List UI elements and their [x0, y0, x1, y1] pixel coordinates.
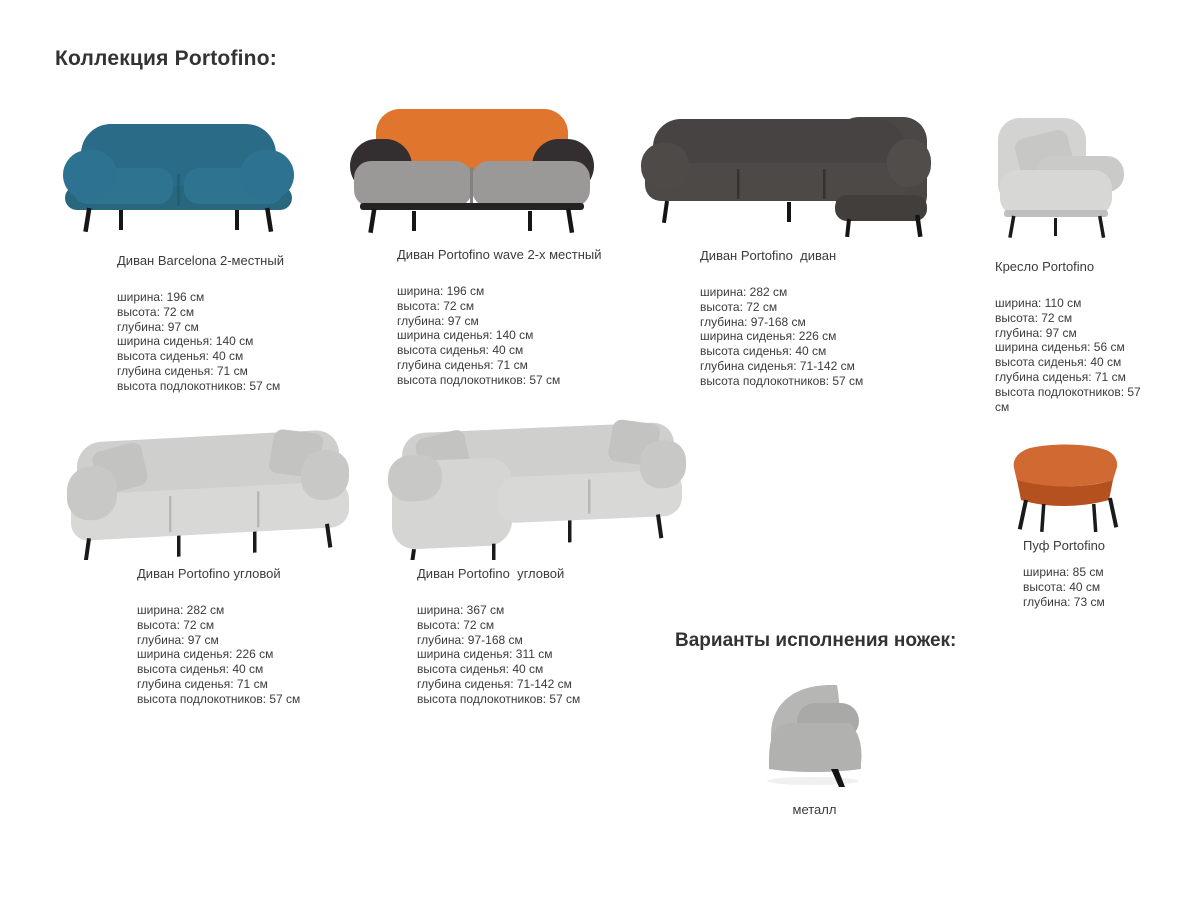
product-specs: [995, 296, 1150, 414]
spec-line: высота: 72 см: [417, 617, 495, 632]
spec-line: высота сиденья: 40 см: [397, 343, 524, 358]
leg-option-label: металл: [792, 802, 837, 817]
spec-line: ширина сиденья: 140 см: [397, 328, 534, 343]
spec-line: ширина: 85 см: [1023, 565, 1104, 579]
product-specs: [137, 603, 300, 707]
legs-section-title: Варианты исполнения ножек:: [675, 630, 957, 651]
spec-line: ширина: 282 см: [137, 603, 225, 617]
product-specs: [417, 603, 580, 707]
spec-line: высота подлокотников: 57 см: [397, 372, 561, 387]
product-name: Пуф Portofino: [1023, 538, 1106, 553]
page-title: Коллекция Portofino:: [55, 47, 277, 70]
spec-line: ширина сиденья: 311 см: [417, 647, 553, 662]
spec-line: глубина: 97 см: [397, 313, 479, 328]
spec-line: высота: 72 см: [137, 617, 215, 632]
product-name: Диван Portofino диван: [700, 248, 837, 263]
product-card-uglovoy-1: [55, 408, 370, 708]
product-specs: [1023, 565, 1105, 609]
spec-line: высота сиденья: 40 см: [700, 344, 827, 359]
spec-line: глубина: 97 см: [117, 319, 199, 334]
spec-line: ширина сиденья: 56 см: [995, 340, 1125, 355]
spec-line: глубина: 73 см: [1023, 594, 1105, 609]
spec-line: высота сиденья: 40 см: [137, 662, 264, 677]
product-image-orange-pouf: [1000, 438, 1135, 536]
metal-leg-image: [757, 675, 872, 788]
spec-line: ширина сиденья: 226 см: [700, 329, 837, 344]
product-name: Диван Portofino угловой: [137, 566, 281, 581]
product-name: Диван Portofino wave 2-х местный: [397, 247, 602, 262]
product-card-portofino-divan: [635, 103, 947, 398]
spec-line: высота: 40 см: [1023, 579, 1101, 594]
product-name: Диван Portofino угловой: [417, 566, 565, 581]
spec-line: высота сиденья: 40 см: [117, 349, 244, 364]
spec-line: глубина: 97-168 см: [700, 314, 806, 329]
product-image-charcoal-corner-sofa: [637, 105, 940, 238]
product-card-uglovoy-2: [370, 403, 705, 708]
product-image-grey-armchair: [978, 110, 1136, 240]
spec-line: высота подлокотников: 57 см: [995, 384, 1141, 414]
spec-line: глубина: 97 см: [137, 632, 219, 647]
product-image-light-grey-sofa: [57, 410, 365, 560]
spec-line: глубина сиденья: 71-142 см: [417, 676, 572, 691]
spec-line: высота подлокотников: 57 см: [137, 691, 301, 706]
spec-line: ширина: 196 см: [397, 284, 485, 298]
spec-line: высота: 72 см: [700, 299, 778, 314]
spec-line: глубина сиденья: 71 см: [137, 676, 268, 691]
spec-line: ширина: 196 см: [117, 290, 205, 304]
product-name: Диван Barcelona 2-местный: [117, 253, 284, 268]
spec-line: глубина сиденья: 71 см: [397, 357, 528, 372]
product-image-light-grey-corner-sofa: [372, 405, 697, 560]
product-name: Кресло Portofino: [995, 259, 1095, 274]
spec-line: высота: 72 см: [117, 304, 195, 319]
product-card-wave: [340, 103, 612, 398]
spec-line: высота: 72 см: [995, 310, 1073, 325]
spec-line: глубина сиденья: 71 см: [995, 369, 1126, 384]
spec-line: ширина: 367 см: [417, 603, 505, 617]
spec-line: высота подлокотников: 57 см: [700, 373, 864, 388]
product-card-barcelona: [55, 112, 315, 402]
product-specs: [117, 290, 284, 394]
spec-line: глубина сиденья: 71-142 см: [700, 358, 855, 373]
product-specs: [700, 285, 863, 389]
product-image-wave-sofa: [342, 103, 602, 237]
spec-line: ширина: 282 см: [700, 285, 788, 299]
spec-line: высота подлокотников: 57 см: [117, 378, 281, 393]
spec-line: ширина сиденья: 140 см: [117, 334, 254, 349]
product-specs: [397, 284, 602, 388]
spec-line: высота подлокотников: 57 см: [417, 691, 581, 706]
spec-line: высота: 72 см: [397, 298, 475, 313]
spec-line: ширина сиденья: 226 см: [137, 647, 274, 662]
spec-line: ширина: 110 см: [995, 296, 1082, 310]
spec-line: высота сиденья: 40 см: [417, 662, 544, 677]
product-image-teal-sofa: [57, 112, 300, 236]
product-card-pouf: [995, 438, 1150, 638]
spec-line: глубина: 97-168 см: [417, 632, 523, 647]
spec-line: глубина: 97 см: [995, 325, 1077, 340]
product-card-armchair: [975, 108, 1150, 414]
spec-line: глубина сиденья: 71 см: [117, 363, 248, 378]
spec-line: высота сиденья: 40 см: [995, 355, 1122, 370]
